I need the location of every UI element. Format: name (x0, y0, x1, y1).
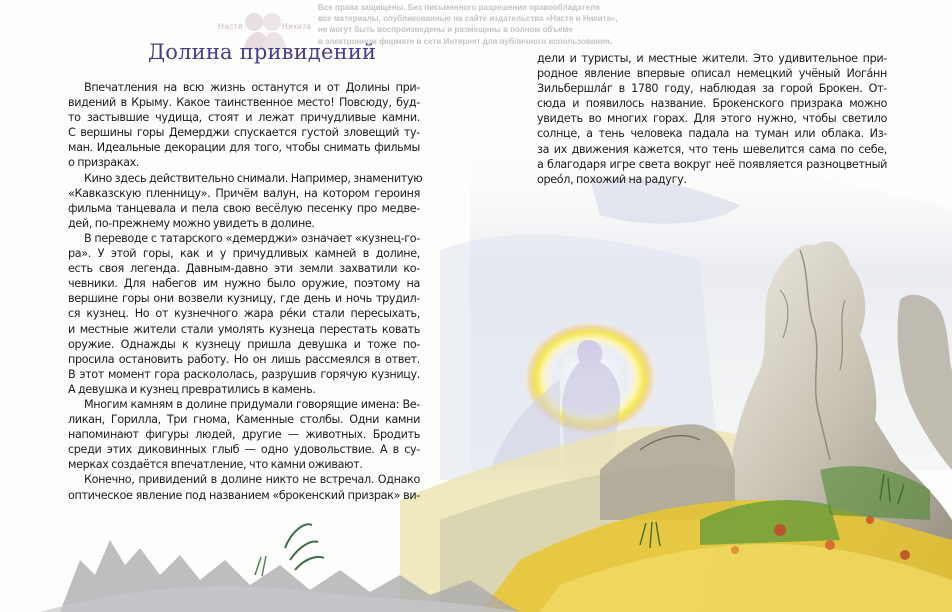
text-line: и местные жители стали умолять кузнеца перестать ковать (68, 322, 420, 336)
text-line: В этот момент гора раскололась, разрушив горячую кузницу. (68, 367, 420, 381)
text-line: мерках создаётся впечатление, что камни оживают. (68, 458, 363, 472)
text-line: ман. Идеальные декорации для того, чтобы снимать фильмы (68, 141, 420, 155)
text-line: ра». У этой горы, как и у причудливых камней в долине, (68, 247, 420, 261)
left-column (68, 80, 423, 503)
text-line: видений в Крыму. Какое таинственное место! Повсюду, буд- (68, 96, 420, 110)
text-line: солнце, а тень человека падала на туман или облака. Из- (537, 127, 887, 141)
logo-text-left: Настя (218, 22, 243, 31)
text-line: Впечатления на всю жизнь останутся и от Долины при- (84, 81, 420, 94)
text-line: вершине горы они возвели кузницу, где день и ночь трудил- (68, 292, 420, 306)
text-line: Многим камням в долине придумали говорящие имена: Ве- (84, 397, 420, 411)
text-line: орео́л, похожий на радугу. (537, 172, 687, 186)
text-line: родное явление впервые описал немецкий учёный Иога́нн (537, 67, 887, 81)
text-line: просила остановить работу. Но он лишь рассмеялся в ответ. (68, 352, 420, 366)
text-line: А девушка и кузнец превратились в камень. (68, 382, 316, 396)
copyright-line: все материалы, опубликованные на сайте издательства «Настя и Никита», (318, 14, 618, 24)
text-line: о призраках. (68, 156, 140, 170)
text-line: фильма танцевала и пела свою весёлую песенку про медве- (68, 201, 420, 215)
page-title: Долина привидений (148, 40, 377, 64)
text-line: дели и туристы, и местные жители. Это удивительное при- (537, 52, 887, 65)
right-column (537, 51, 887, 187)
copyright-line: Все права защищены. Без письменного разрешения правообладателя (318, 3, 600, 12)
text-line: Конечно, привидений в долине никто не встречал. Однако (84, 473, 420, 487)
text-line: С вершины горы Демерджи спускается густой зловещий ту- (68, 126, 420, 140)
text-line: напоминают фигуры людей, другие — животных. Бродить (68, 428, 420, 442)
copyright-line: не могут быть воспроизведены и размещены в полном объеме (318, 25, 573, 35)
logo-text-right: Никита (282, 22, 312, 31)
text-line: среди этих диковинных глыб — одно удовольствие. А в су- (68, 443, 420, 457)
copyright-line: в электронном формате в сети Интернет для публичного использования. (318, 36, 612, 46)
text-line: Кино здесь действительно снимали. Например, знаменитую (84, 171, 423, 185)
text-line: есть своя легенда. Давным-давно эти земли захватили ко- (68, 262, 420, 276)
text-line: дей, по-прежнему можно увидеть в долине. (68, 216, 315, 230)
text-line: оружие. Однажды к кузнецу пришла девушка и тоже по- (68, 337, 420, 351)
text-line: то застывшие чудища, стоят и лежат причудливые камни. (68, 111, 420, 125)
text-line: чевники. Для набегов им нужно было оружие, поэтому на (68, 277, 420, 291)
text-line: сюда и появилось название. Брокенского призрака можно (537, 97, 887, 111)
text-line: за их движения кажется, что тень шевелится сама по себе, (537, 142, 887, 156)
text-line: ликан, Горилла, Три гнома, Каменные столбы. Одни камни (68, 413, 420, 427)
text-line: оптическое явление под названием «брокенский призрак» ви- (68, 488, 420, 502)
text-line: увидеть во многих горах. Для этого нужно, чтобы светило (537, 112, 887, 126)
text-line: Зильбершла́г в 1780 году, наблюдая за горой Брокен. От- (537, 82, 887, 96)
text-line: ся кузнец. Но от кузнечного жара ре́ки стали пересыхать, (68, 307, 420, 321)
text-line: В переводе с татарского «демерджи» означает «кузнец-го- (84, 231, 420, 245)
text-line: а благодаря игре света вокруг неё появляется разноцветный (537, 157, 887, 171)
text-line: «Кавказскую пленницу». Причём валун, на котором героиня (68, 186, 420, 200)
